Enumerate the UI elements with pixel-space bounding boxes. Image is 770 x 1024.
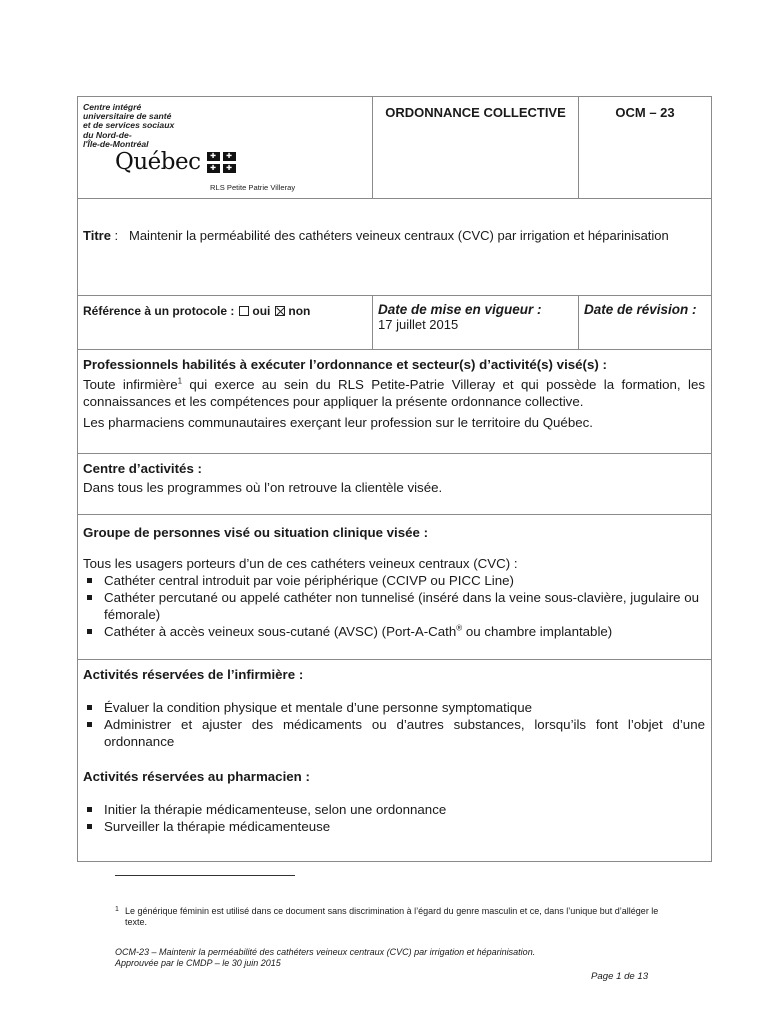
reference-cell [78,296,373,350]
list-item [83,623,705,640]
quebec-logo [115,149,236,175]
ordonnance-table [77,96,712,862]
groupe-section [78,515,712,660]
centre-section [78,454,712,515]
doc-code: OCM – 23 [615,105,675,120]
list-item: Évaluer la condition physique et mentale d’une personne symptomatique [83,699,705,716]
non-label: non [288,304,311,318]
organization-name: Centre intégré universitaire de santé et de services sociaux du Nord-de- l'Île-de-Montréal [83,102,175,149]
quebec-wordmark: Québec [115,149,201,175]
page-number: Page 1 de 13 [591,971,649,982]
list-item: Cathéter percutané ou appelé cathéter non tunnelisé (inséré dans la veine sous-clavière, jugulaire ou fémorale) [83,589,705,623]
list-item: Initier la thérapie médicamenteuse, selon une ordonnance [83,801,705,818]
centre-text: Dans tous les programmes où l’on retrouve la clientèle visée. [83,480,443,495]
footnote-number: 1 [115,906,119,913]
date-vigueur-label: Date de mise en vigueur : [378,302,542,317]
p1-start: Toute infirmière [83,377,178,392]
footer [115,947,535,969]
footer-line-1: OCM-23 – Maintenir la perméabilité des cathéters veineux centraux (CVC) par irrigation et héparinisation. [115,947,536,957]
titre-separator: : [110,228,129,243]
titre-text: Maintenir la perméabilité des cathéters veineux centraux (CVC) par irrigation et héparinisation [129,228,669,243]
doc-code-cell [579,97,712,199]
list-item: Surveiller la thérapie médicamenteuse [83,818,705,835]
list-item: Cathéter central introduit par voie périphérique (CCIVP ou PICC Line) [83,572,705,589]
non-checkbox[interactable] [275,306,285,316]
doc-type-cell [373,97,579,199]
oui-checkbox[interactable] [239,306,249,316]
professionnels-paragraph-2: Les pharmaciens communautaires exerçant leur profession sur le territoire du Québec. [83,415,593,430]
titre-cell [78,199,712,296]
groupe-intro: Tous les usagers porteurs d’un de ces cathéters veineux centraux (CVC) : [83,556,518,571]
pharmacien-heading: Activités réservées au pharmacien : [83,769,310,784]
item3-start: Cathéter à accès veineux sous-cutané (AVSC) (Port-A-Cath [104,624,457,639]
footnote [115,906,675,928]
footer-line-2: Approuvée par le CMDP – le 30 juin 2015 [115,958,281,968]
rls-label: RLS Petite Patrie Villeray [210,183,296,192]
date-vigueur-cell [373,296,579,350]
reference-label: Référence à un protocole : [83,304,235,318]
footnote-divider [115,875,295,876]
professionnels-section [78,350,712,454]
date-revision-cell [579,296,712,350]
list-item: Administrer et ajuster des médicaments ou d’autres substances, lorsqu’ils font l’objet d’une ordonnance [83,716,705,750]
groupe-heading: Groupe de personnes visé ou situation clinique visée : [83,525,429,540]
date-vigueur-value: 17 juillet 2015 [378,317,459,332]
activites-section [78,660,712,862]
centre-heading: Centre d’activités : [83,461,202,476]
groupe-list [83,572,705,640]
infirmiere-list [83,699,705,750]
date-revision-label: Date de révision : [584,302,697,317]
pharmacien-list [83,801,705,835]
professionnels-paragraph-1 [83,376,705,410]
oui-label: oui [252,304,271,318]
fleurdelise-flag-icon: ✚ ✚ ✚ ✚ [207,152,236,173]
item3-end: ou chambre implantable) [462,624,613,639]
footnote-ref: 1 [177,376,183,386]
p1-end: qui exerce au sein du RLS Petite-Patrie Villeray et qui possède la formation, les connaissances et les compétences pour appliquer la présente ordonnance collective. [83,377,705,409]
infirmiere-heading: Activités réservées de l’infirmière : [83,667,304,682]
titre-label: Titre [83,228,111,243]
header-logo-cell [78,97,373,199]
professionnels-heading: Professionnels habilités à exécuter l’ordonnance et secteur(s) d’activité(s) visé(s) : [83,357,607,372]
doc-type: ORDONNANCE COLLECTIVE [385,105,566,120]
registered-mark: ® [456,623,463,633]
footnote-text: Le générique féminin est utilisé dans ce document sans discrimination à l’égard du genre masculin et ce, dans l’unique but d’alléger le texte. [125,906,659,927]
